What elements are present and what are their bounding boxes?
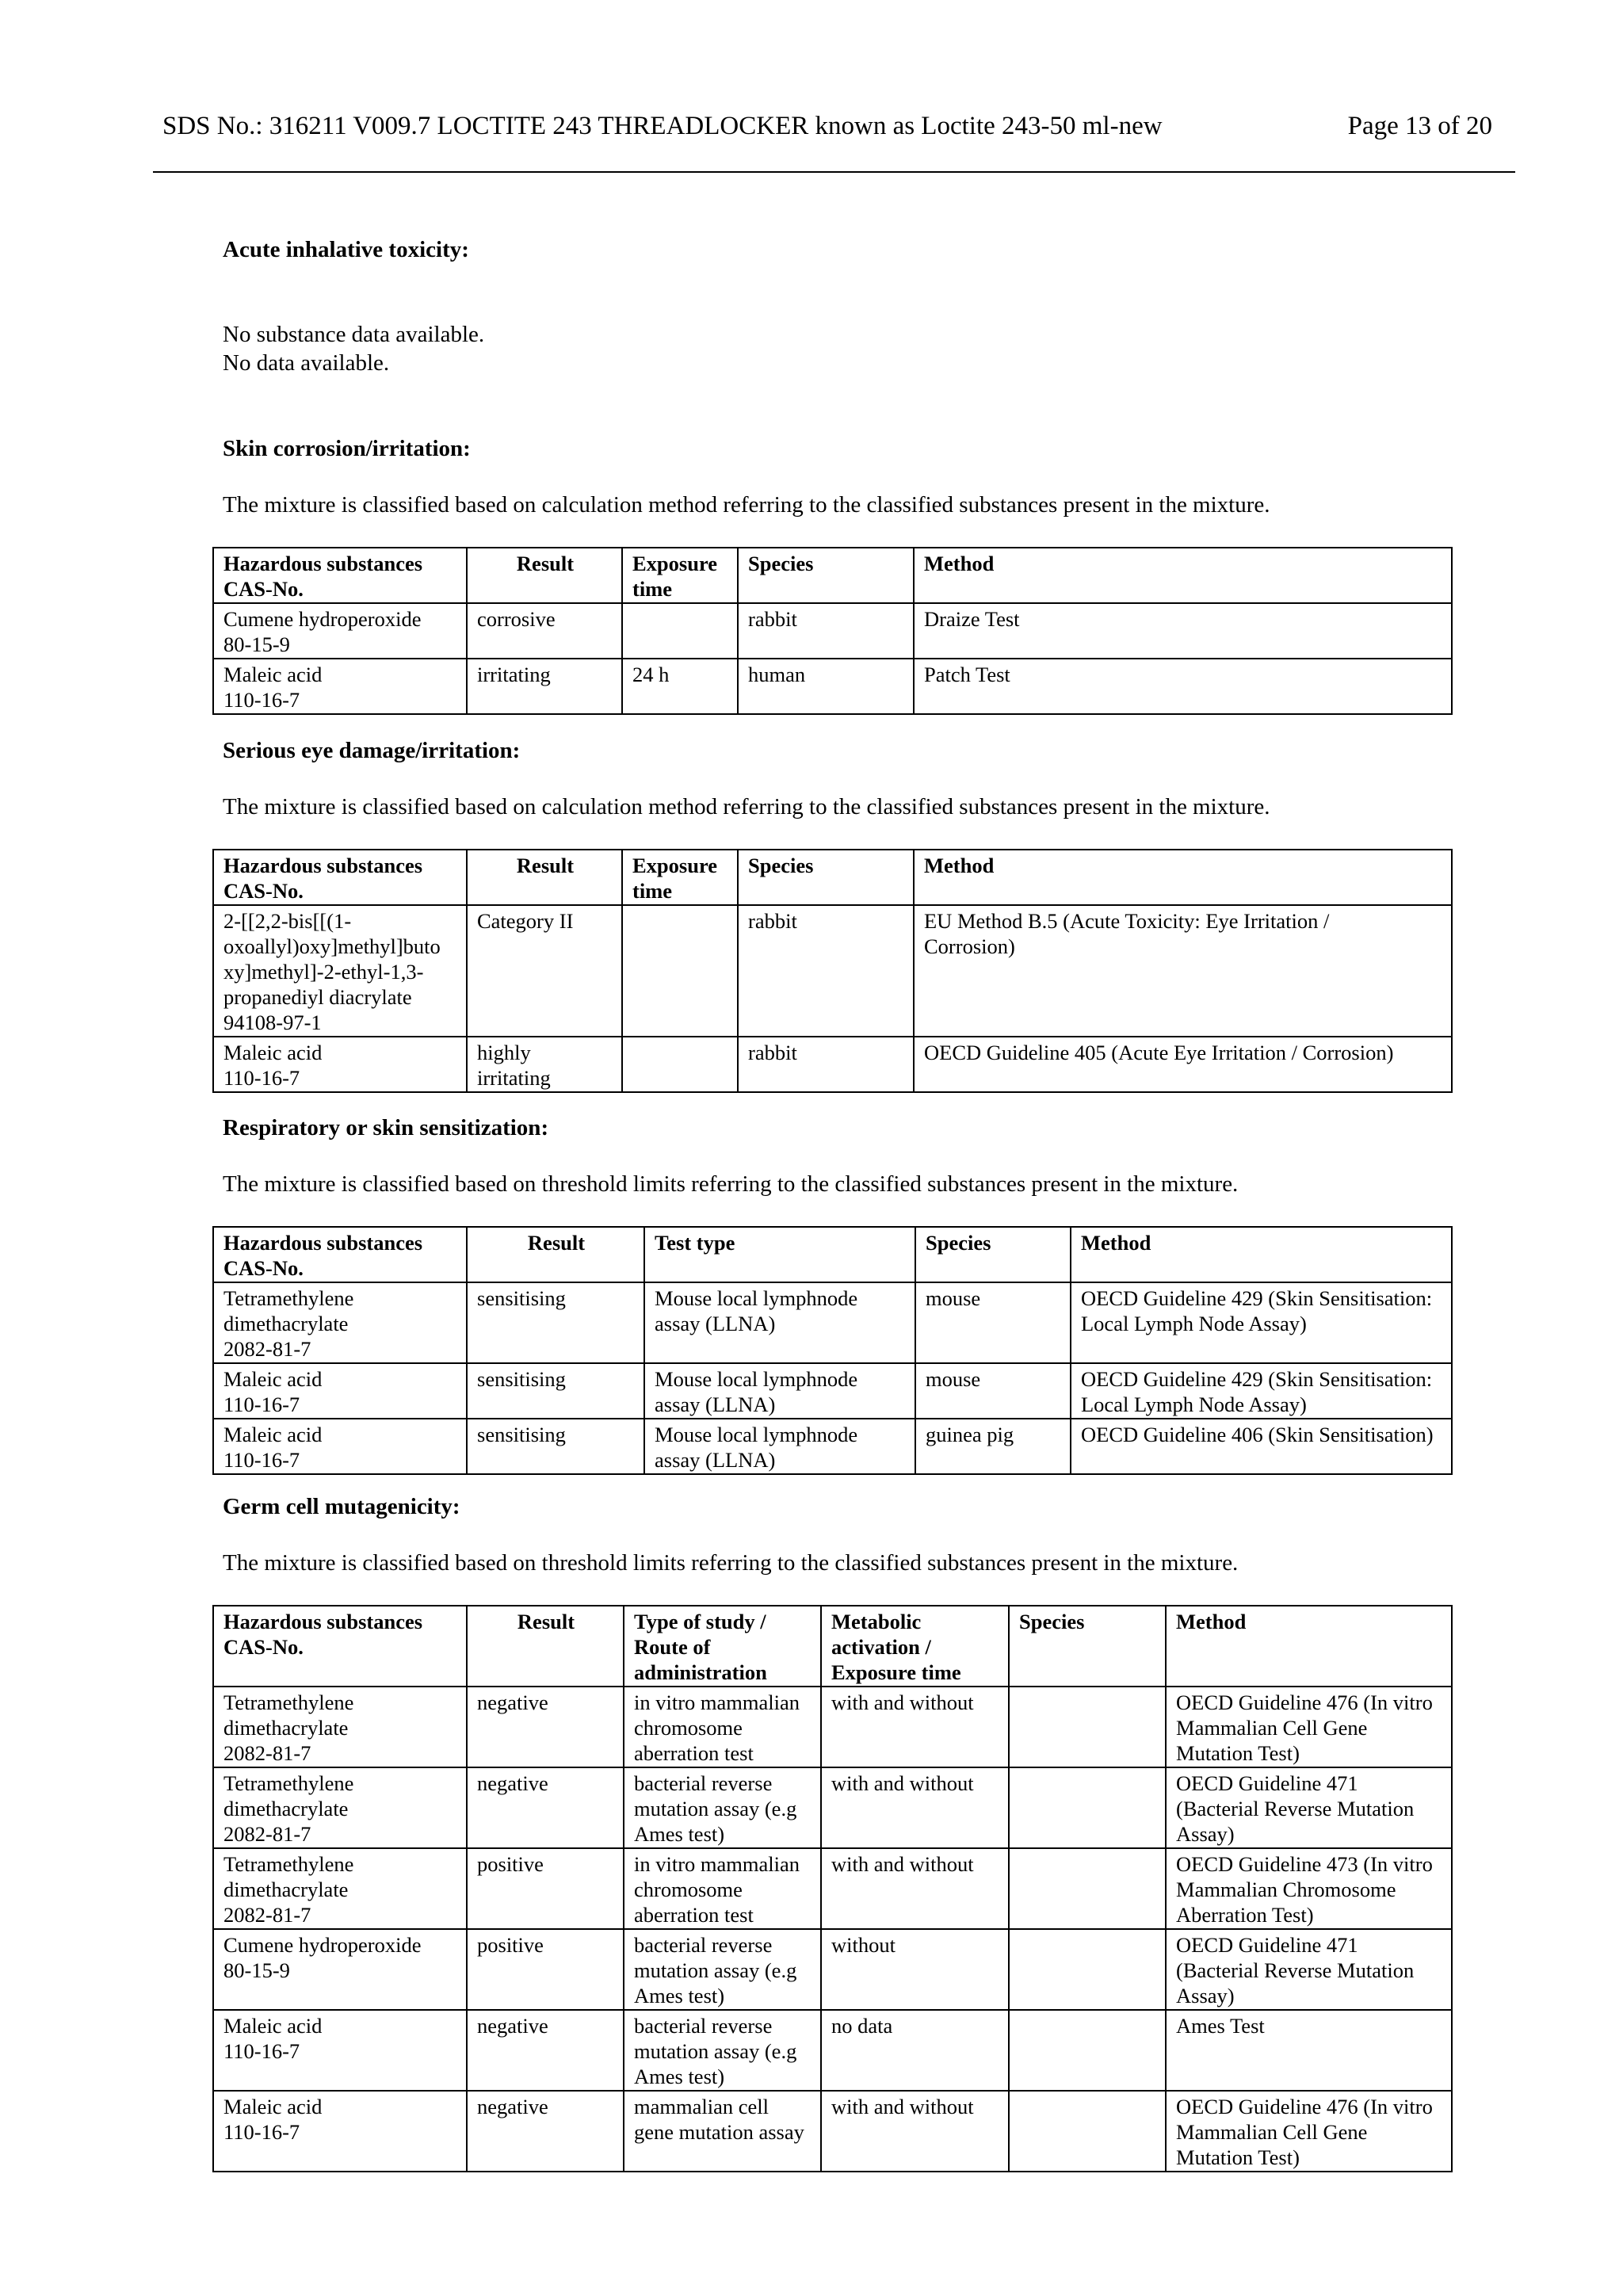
table-row [213,1929,1452,2010]
eye-damage-intro: The mixture is classified based on calculation method referring to the classified substances present in the mixture. [223,794,1270,819]
table-cell: 2-[[2,2-bis[[(1- oxoallyl)oxy]methyl]buto xy]methyl]-2-ethyl-1,3- propanediyl diacrylate 94108-97-1 [213,905,467,1037]
table-cell: Maleic acid 110-16-7 [213,1037,467,1092]
table-cell [1009,2091,1166,2172]
table-cell: mammalian cell gene mutation assay [624,2091,821,2172]
table-cell: Maleic acid 110-16-7 [213,659,467,714]
table-cell: with and without [821,1848,1009,1929]
mutagenicity-intro: The mixture is classified based on threshold limits referring to the classified substances present in the mixture. [223,1550,1239,1576]
table-cell: in vitro mammalian chromosome aberration test [624,1848,821,1929]
table-cell: Ames Test [1166,2010,1452,2091]
table-row [213,603,1452,659]
table-cell: with and without [821,2091,1009,2172]
table-header-row [213,1606,1452,1687]
table-cell: with and without [821,1687,1009,1767]
eye-damage-table [212,849,1453,1093]
table-cell: Tetramethylene dimethacrylate 2082-81-7 [213,1767,467,1848]
table-cell: Maleic acid 110-16-7 [213,2010,467,2091]
table-cell: in vitro mammalian chromosome aberration test [624,1687,821,1767]
column-header: Result [467,1227,644,1282]
table-cell: rabbit [738,905,914,1037]
document-title: SDS No.: 316211 V009.7 LOCTITE 243 THREADLOCKER known as Loctite 243-50 ml-new [162,112,1163,140]
table-cell: Category II [467,905,622,1037]
section-heading-eye-damage: Serious eye damage/irritation: [223,738,521,763]
column-header: Hazardous substances CAS-No. [213,850,467,905]
column-header: Method [1166,1606,1452,1687]
table-row [213,659,1452,714]
page-header [153,109,1492,147]
table-cell: positive [467,1848,624,1929]
acute-inhalative-line-1: No substance data available. [223,322,485,347]
table-row [213,1282,1452,1363]
table-cell: sensitising [467,1419,644,1474]
column-header: Result [467,548,622,603]
table-cell: negative [467,1687,624,1767]
table-cell: OECD Guideline 406 (Skin Sensitisation) [1071,1419,1452,1474]
column-header: Method [914,548,1452,603]
table-header-row [213,850,1452,905]
column-header: Exposure time [622,548,738,603]
column-header: Test type [644,1227,915,1282]
sensitization-intro: The mixture is classified based on threshold limits referring to the classified substances present in the mixture. [223,1171,1239,1197]
table-cell: EU Method B.5 (Acute Toxicity: Eye Irritation / Corrosion) [914,905,1452,1037]
column-header: Result [467,850,622,905]
table-cell: OECD Guideline 405 (Acute Eye Irritation / Corrosion) [914,1037,1452,1092]
table-cell: Mouse local lymphnode assay (LLNA) [644,1363,915,1419]
table-cell: Mouse local lymphnode assay (LLNA) [644,1282,915,1363]
skin-corrosion-table [212,547,1453,715]
table-cell: sensitising [467,1282,644,1363]
table-cell: bacterial reverse mutation assay (e.g Ames test) [624,1767,821,1848]
acute-inhalative-line-2: No data available. [223,350,390,376]
table-cell: guinea pig [915,1419,1071,1474]
section-heading-mutagenicity: Germ cell mutagenicity: [223,1494,460,1519]
table-header-row [213,1227,1452,1282]
column-header: Species [738,850,914,905]
table-cell: highly irritating [467,1037,622,1092]
table-cell: OECD Guideline 471 (Bacterial Reverse Mutation Assay) [1166,1767,1452,1848]
table-cell: Cumene hydroperoxide 80-15-9 [213,1929,467,2010]
table-cell: OECD Guideline 471 (Bacterial Reverse Mutation Assay) [1166,1929,1452,2010]
table-cell: Maleic acid 110-16-7 [213,1419,467,1474]
column-header: Hazardous substances CAS-No. [213,548,467,603]
column-header: Hazardous substances CAS-No. [213,1227,467,1282]
table-cell: positive [467,1929,624,2010]
table-cell: Mouse local lymphnode assay (LLNA) [644,1419,915,1474]
table-cell: mouse [915,1363,1071,1419]
table-cell [1009,1687,1166,1767]
table-cell: bacterial reverse mutation assay (e.g Ames test) [624,1929,821,2010]
column-header: Type of study / Route of administration [624,1606,821,1687]
table-cell: rabbit [738,603,914,659]
table-cell: OECD Guideline 473 (In vitro Mammalian Chromosome Aberration Test) [1166,1848,1452,1929]
table-cell: negative [467,2010,624,2091]
column-header: Species [915,1227,1071,1282]
table-row [213,1419,1452,1474]
table-cell: negative [467,1767,624,1848]
table-cell [622,905,738,1037]
table-row [213,1363,1452,1419]
table-cell [1009,2010,1166,2091]
sensitization-table [212,1226,1453,1475]
table-cell: Tetramethylene dimethacrylate 2082-81-7 [213,1687,467,1767]
table-cell: OECD Guideline 476 (In vitro Mammalian Cell Gene Mutation Test) [1166,2091,1452,2172]
table-cell: with and without [821,1767,1009,1848]
table-row [213,1767,1452,1848]
table-cell: Tetramethylene dimethacrylate 2082-81-7 [213,1848,467,1929]
table-cell: Maleic acid 110-16-7 [213,1363,467,1419]
table-cell: OECD Guideline 476 (In vitro Mammalian Cell Gene Mutation Test) [1166,1687,1452,1767]
section-heading-acute-inhalative: Acute inhalative toxicity: [223,237,469,262]
table-header-row [213,548,1452,603]
column-header: Method [914,850,1452,905]
table-row [213,1687,1452,1767]
table-cell [1009,1767,1166,1848]
table-cell [622,1037,738,1092]
table-cell: mouse [915,1282,1071,1363]
table-cell: rabbit [738,1037,914,1092]
table-cell: no data [821,2010,1009,2091]
table-cell: Patch Test [914,659,1452,714]
table-row [213,2091,1452,2172]
section-heading-sensitization: Respiratory or skin sensitization: [223,1115,549,1140]
table-cell: 24 h [622,659,738,714]
table-cell: irritating [467,659,622,714]
section-heading-skin-corrosion: Skin corrosion/irritation: [223,436,471,461]
mutagenicity-table [212,1605,1453,2172]
header-divider [153,171,1515,173]
table-cell: Maleic acid 110-16-7 [213,2091,467,2172]
table-cell: Tetramethylene dimethacrylate 2082-81-7 [213,1282,467,1363]
table-cell: bacterial reverse mutation assay (e.g Ames test) [624,2010,821,2091]
column-header: Result [467,1606,624,1687]
table-cell: without [821,1929,1009,2010]
table-cell [1009,1929,1166,2010]
table-cell: human [738,659,914,714]
table-row [213,1037,1452,1092]
table-row [213,2010,1452,2091]
table-cell: Draize Test [914,603,1452,659]
table-row [213,1848,1452,1929]
column-header: Hazardous substances CAS-No. [213,1606,467,1687]
table-row [213,905,1452,1037]
column-header: Method [1071,1227,1452,1282]
page-number: Page 13 of 20 [1347,112,1492,140]
table-cell: corrosive [467,603,622,659]
table-cell: negative [467,2091,624,2172]
table-cell [1009,1848,1166,1929]
column-header: Species [738,548,914,603]
table-cell: sensitising [467,1363,644,1419]
column-header: Species [1009,1606,1166,1687]
column-header: Exposure time [622,850,738,905]
table-cell: Cumene hydroperoxide 80-15-9 [213,603,467,659]
table-cell [622,603,738,659]
skin-corrosion-intro: The mixture is classified based on calculation method referring to the classified substances present in the mixture. [223,492,1270,518]
table-cell: OECD Guideline 429 (Skin Sensitisation: Local Lymph Node Assay) [1071,1282,1452,1363]
column-header: Metabolic activation / Exposure time [821,1606,1009,1687]
table-cell: OECD Guideline 429 (Skin Sensitisation: Local Lymph Node Assay) [1071,1363,1452,1419]
